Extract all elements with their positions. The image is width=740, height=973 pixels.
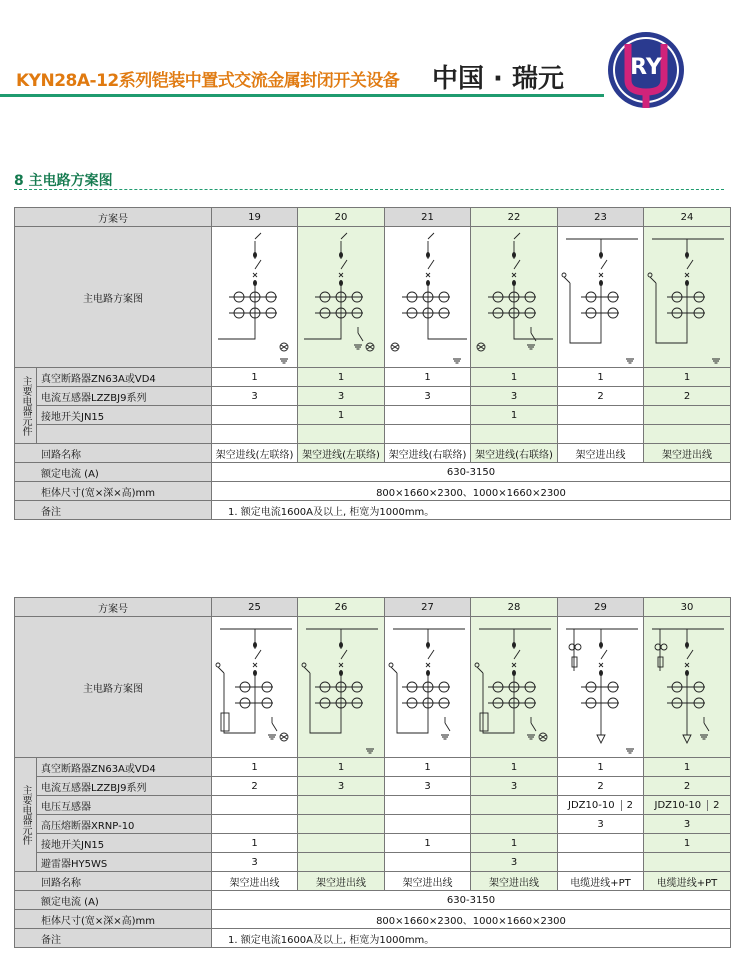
earth-switch-blade (531, 333, 536, 341)
component-qty: 2 (558, 387, 644, 406)
circuit-name-label: 回路名称 (15, 872, 212, 891)
earth-symbol (280, 359, 288, 363)
document-title: KYN28A-12系列铠装中置式交流金属封闭开关设备 (16, 71, 400, 91)
component-label: 真空断路器ZN63A或VD4 (37, 368, 212, 387)
component-qty: 1 (385, 368, 471, 387)
component-qty (558, 834, 644, 853)
breaker-blade (428, 260, 434, 269)
breaker-contact (426, 252, 430, 258)
note-value: 1. 额定电流1600A及以上, 柜宽为1000mm。 (212, 929, 731, 948)
breaker-blade (255, 260, 261, 269)
component-label: 真空断路器ZN63A或VD4 (37, 758, 212, 777)
rated-current-value: 630-3150 (212, 463, 731, 482)
arrester-mark (540, 735, 546, 739)
cable-head-symbol (597, 735, 605, 743)
scheme-no: 26 (298, 598, 385, 617)
component-qty (212, 796, 298, 815)
component-qty: 1 (558, 758, 644, 777)
breaker-blade (514, 650, 520, 659)
component-qty: 1 (298, 368, 385, 387)
circuit-diagram-27 (385, 617, 471, 757)
incoming-line (341, 233, 347, 239)
pt-count: 2 (621, 800, 633, 811)
circuit-name-label: 回路名称 (15, 444, 212, 463)
component-qty: 1 (298, 758, 385, 777)
component-qty (385, 406, 471, 425)
circuit-name: 架空进线(左联络) (212, 444, 298, 463)
circuit-diagram-24 (644, 227, 730, 367)
component-label: 接地开关JN15 (37, 834, 212, 853)
component-qty: 3 (212, 853, 298, 872)
component-label: 电压互感器 (37, 796, 212, 815)
circuit-name: 架空进出线 (558, 444, 644, 463)
breaker-cross (685, 273, 689, 277)
component-qty: 3 (212, 387, 298, 406)
line-terminal (302, 663, 306, 667)
component-qty (298, 796, 385, 815)
component-label (37, 425, 212, 444)
component-qty (644, 406, 731, 425)
circuit-diagram (385, 227, 471, 368)
breaker-cross (512, 663, 516, 667)
component-qty (385, 425, 471, 444)
earth-switch-blade (272, 723, 277, 731)
component-qty-split (644, 796, 731, 815)
circuit-name: 架空进出线 (385, 872, 471, 891)
component-qty (298, 815, 385, 834)
circuit-diagram (212, 617, 298, 758)
scheme-no: 28 (471, 598, 558, 617)
line-switch (218, 667, 224, 673)
circuit-name: 架空进线(右联络) (471, 444, 558, 463)
earth-symbol (712, 359, 720, 363)
cabinet-size-value: 800×1660×2300、1000×1660×2300 (212, 482, 731, 501)
circuit-diagram-30 (644, 617, 730, 757)
note-label: 备注 (15, 929, 212, 948)
component-qty: 1 (298, 406, 385, 425)
breaker-blade (514, 260, 520, 269)
component-qty: 2 (644, 777, 731, 796)
circuit-diagram (558, 617, 644, 758)
circuit-diagram-19 (212, 227, 298, 367)
circuit-name: 电缆进线+PT (644, 872, 731, 891)
scheme-no: 19 (212, 208, 298, 227)
section-divider (14, 189, 724, 190)
circuit-diagram (385, 617, 471, 758)
breaker-blade (341, 650, 347, 659)
component-qty: 3 (385, 387, 471, 406)
breaker-cross (685, 663, 689, 667)
breaker-blade (255, 650, 261, 659)
circuit-name: 架空进出线 (471, 872, 558, 891)
earth-symbol (626, 749, 634, 753)
earth-switch-blade (358, 333, 363, 341)
component-group-label: 主要电器元件 (15, 368, 37, 444)
circuit-name: 架空进线(右联络) (385, 444, 471, 463)
scheme-no: 27 (385, 598, 471, 617)
component-qty: 3 (471, 853, 558, 872)
circuit-diagram-22 (471, 227, 557, 367)
component-qty (644, 425, 731, 444)
earth-switch-blade (531, 723, 536, 731)
diagram-header: 主电路方案图 (15, 227, 212, 368)
line-terminal (216, 663, 220, 667)
line-switch (650, 277, 656, 283)
earth-symbol (700, 735, 708, 739)
component-qty: 1 (212, 368, 298, 387)
note-value: 1. 额定电流1600A及以上, 柜宽为1000mm。 (212, 501, 731, 520)
breaker-cross (426, 663, 430, 667)
component-qty (298, 834, 385, 853)
earth-switch-blade (445, 723, 450, 731)
earth-symbol (527, 345, 535, 349)
component-qty: 1 (558, 368, 644, 387)
breaker-blade (341, 260, 347, 269)
incoming-line (514, 233, 520, 239)
component-qty: 1 (212, 758, 298, 777)
component-qty (558, 406, 644, 425)
breaker-blade (601, 260, 607, 269)
component-label: 接地开关JN15 (37, 406, 212, 425)
circuit-diagram (471, 227, 558, 368)
line-terminal (389, 663, 393, 667)
scheme-no-header: 方案号 (15, 598, 212, 617)
component-qty: 1 (471, 834, 558, 853)
scheme-no: 24 (644, 208, 731, 227)
scheme-no: 23 (558, 208, 644, 227)
component-label: 电流互感器LZZBJ9系列 (37, 387, 212, 406)
component-qty (558, 425, 644, 444)
component-qty: 1 (212, 834, 298, 853)
circuit-diagram (212, 227, 298, 368)
breaker-blade (687, 260, 693, 269)
earth-symbol (354, 345, 362, 349)
scheme-table-1 (14, 207, 731, 520)
circuit-diagram (471, 617, 558, 758)
earth-switch-blade (704, 723, 709, 731)
logo-letters: RY (630, 55, 662, 80)
line-switch (477, 667, 483, 673)
earth-symbol (626, 359, 634, 363)
component-qty: 1 (644, 368, 731, 387)
line-switch (391, 667, 397, 673)
breaker-contact (685, 252, 689, 258)
breaker-blade (601, 650, 607, 659)
line-switch (564, 277, 570, 283)
pt-model: JDZ10-10 (654, 799, 702, 811)
rated-current-value: 630-3150 (212, 891, 731, 910)
fuse-symbol (658, 657, 663, 667)
scheme-no: 21 (385, 208, 471, 227)
earth-symbol (268, 735, 276, 739)
component-qty (644, 853, 731, 872)
tie-line (218, 323, 255, 339)
header-divider (0, 94, 604, 97)
breaker-cross (339, 663, 343, 667)
scheme-no: 20 (298, 208, 385, 227)
arrester-body (221, 713, 229, 731)
company-logo (606, 30, 686, 110)
circuit-diagram-26 (298, 617, 384, 757)
breaker-cross (339, 273, 343, 277)
scheme-no-header: 方案号 (15, 208, 212, 227)
breaker-cross (599, 273, 603, 277)
line-terminal (648, 273, 652, 277)
component-qty: 1 (644, 758, 731, 777)
component-label: 避雷器HY5WS (37, 853, 212, 872)
breaker-blade (687, 650, 693, 659)
circuit-name: 架空进线(左联络) (298, 444, 385, 463)
earth-symbol (366, 749, 374, 753)
breaker-contact (599, 252, 603, 258)
cabinet-size-value: 800×1660×2300、1000×1660×2300 (212, 910, 731, 929)
cable-head-symbol (683, 735, 691, 743)
circuit-name: 架空进出线 (212, 872, 298, 891)
breaker-contact (339, 252, 343, 258)
component-qty (212, 406, 298, 425)
incoming-line (428, 233, 434, 239)
component-qty: 3 (385, 777, 471, 796)
fuse-symbol (572, 657, 577, 667)
line-terminal (475, 663, 479, 667)
arrester-mark (281, 345, 287, 349)
line-terminal (562, 273, 566, 277)
arrester-mark (392, 345, 398, 349)
circuit-diagram-20 (298, 227, 384, 367)
arrester-mark (281, 735, 287, 739)
earth-symbol (527, 735, 535, 739)
scheme-no: 25 (212, 598, 298, 617)
component-qty: 3 (298, 777, 385, 796)
circuit-diagram (298, 617, 385, 758)
component-qty (298, 853, 385, 872)
circuit-diagram-21 (385, 227, 471, 367)
pt-model: JDZ10-10 (568, 799, 615, 811)
arrester-body (480, 713, 488, 731)
circuit-diagram-28 (471, 617, 557, 757)
earth-symbol (441, 735, 449, 739)
breaker-cross (599, 663, 603, 667)
component-qty (471, 425, 558, 444)
breaker-contact (253, 252, 257, 258)
component-qty (212, 815, 298, 834)
component-qty: 1 (471, 406, 558, 425)
circuit-diagram (644, 617, 731, 758)
component-qty: 3 (471, 777, 558, 796)
breaker-contact (685, 642, 689, 648)
component-qty: 2 (644, 387, 731, 406)
scheme-no: 29 (558, 598, 644, 617)
component-qty: 1 (385, 834, 471, 853)
component-qty: 3 (298, 387, 385, 406)
component-group-label: 主要电器元件 (15, 758, 37, 872)
brand-name: 中国 · 瑞元 (432, 64, 564, 94)
circuit-name: 架空进出线 (644, 444, 731, 463)
breaker-contact (512, 252, 516, 258)
rated-current-label: 额定电流 (A) (15, 463, 212, 482)
breaker-cross (253, 663, 257, 667)
circuit-diagram-25 (212, 617, 298, 757)
component-qty (298, 425, 385, 444)
note-label: 备注 (15, 501, 212, 520)
component-qty (385, 853, 471, 872)
pt-symbol (661, 644, 667, 650)
component-qty: 3 (644, 815, 731, 834)
breaker-blade (428, 650, 434, 659)
breaker-contact (599, 642, 603, 648)
circuit-name: 电缆进线+PT (558, 872, 644, 891)
component-qty: 2 (212, 777, 298, 796)
component-qty (471, 796, 558, 815)
component-qty-split (558, 796, 644, 815)
diagram-header: 主电路方案图 (15, 617, 212, 758)
component-qty (471, 815, 558, 834)
rated-current-label: 额定电流 (A) (15, 891, 212, 910)
incoming-line (255, 233, 261, 239)
tie-line (428, 323, 467, 339)
component-label: 高压熔断器XRNP-10 (37, 815, 212, 834)
component-qty (212, 425, 298, 444)
scheme-table-2 (14, 597, 731, 948)
component-label: 电流互感器LZZBJ9系列 (37, 777, 212, 796)
component-qty: 3 (471, 387, 558, 406)
arrester-mark (478, 345, 484, 349)
component-qty: 1 (385, 758, 471, 777)
component-qty: 1 (644, 834, 731, 853)
component-qty (385, 815, 471, 834)
breaker-cross (512, 273, 516, 277)
circuit-diagram-23 (558, 227, 644, 367)
component-qty: 1 (471, 368, 558, 387)
circuit-diagram (298, 227, 385, 368)
cabinet-size-label: 柜体尺寸(宽×深×高)mm (15, 910, 212, 929)
section-title: 8 主电路方案图 (14, 173, 113, 189)
component-qty: 1 (471, 758, 558, 777)
breaker-contact (426, 642, 430, 648)
pt-symbol (575, 644, 581, 650)
component-qty: 3 (558, 815, 644, 834)
breaker-cross (426, 273, 430, 277)
pt-count: 2 (707, 800, 719, 811)
component-qty (385, 796, 471, 815)
breaker-contact (339, 642, 343, 648)
earth-symbol (453, 359, 461, 363)
component-qty: 2 (558, 777, 644, 796)
breaker-cross (253, 273, 257, 277)
line-switch (304, 667, 310, 673)
breaker-contact (253, 642, 257, 648)
cabinet-size-label: 柜体尺寸(宽×深×高)mm (15, 482, 212, 501)
component-qty (558, 853, 644, 872)
breaker-contact (512, 642, 516, 648)
circuit-diagram (644, 227, 731, 368)
scheme-no: 30 (644, 598, 731, 617)
circuit-diagram (558, 227, 644, 368)
circuit-diagram-29 (558, 617, 644, 757)
arrester-mark (367, 345, 373, 349)
scheme-no: 22 (471, 208, 558, 227)
circuit-name: 架空进出线 (298, 872, 385, 891)
tie-line (304, 323, 341, 339)
